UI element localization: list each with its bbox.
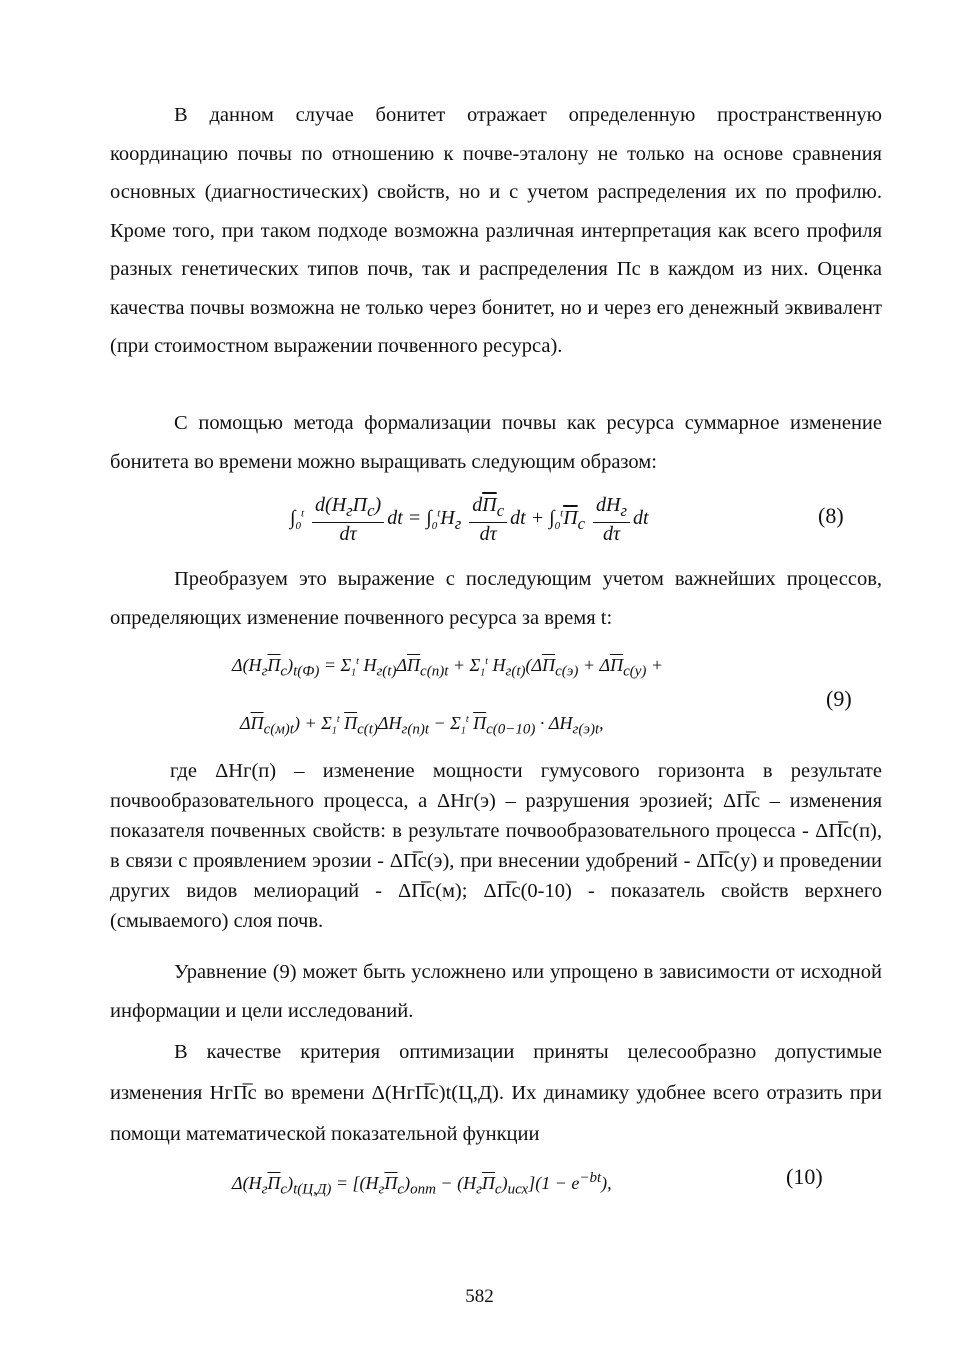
- equation-8-number: (8): [818, 503, 844, 528]
- paragraph-2: С помощью метода формализации почвы как ресурса суммарное изменение бонитета во времени можно выращивать следующим образом:: [110, 412, 882, 473]
- paragraph-4: где ΔHг(п) – изменение мощности гумусового горизонта в результате почвообразовательного процесса, а ΔHг(э) – разрушения эрозией; ΔП̅с – изменения показателя почвенных свойств: в результате почвообразовательного процесса - ΔП̅с(п), в связи с проявлением эрозии - ΔП̅с(э), при внесении удобрений - ΔП̅с(у) и проведении других видов мелиораций - ΔП̅с(м); ΔП̅с(0-10) - показатель свойств верхнего (смываемого) слоя почв.: [110, 760, 882, 932]
- equation-10: $\Delta(H_гП_с)_{t(Ц,Д)} = [(H_гП_с)_{опт} - (H_гП_с)_{исх}](1 - e^{-bt})$,: [232, 1170, 612, 1198]
- equation-10-number: (10): [786, 1164, 823, 1189]
- equation-9-number: (9): [826, 686, 852, 711]
- paragraph-6: В качестве критерия оптимизации приняты целесообразно допустимые изменения HгП̅с во времени Δ(HгП̅с)t(Ц,Д). Их динамику удобнее всего отразить при помощи математической показательной функции: [110, 1041, 882, 1145]
- paragraph-1: В данном случае бонитет отражает определенную пространственную координацию почвы по отношению к почве-эталону не только на основе сравнения основных (диагностических) свойств, но и с учетом распределения их по профилю. Кроме того, при таком подходе возможна различная интерпретация как всего профиля разных генетических типов почв, так и распределения Пс в каждом из них. Оценка качества почвы возможна не только через бонитет, но и через его денежный эквивалент (при стоимостном выражении почвенного ресурса).: [110, 104, 882, 357]
- equation-9-line-1: $\Delta(H_гП_с)_{t(Ф)} = \Sigma_1^t$ $H_{г(t)}\Delta П_{с(п)t} + \Sigma_1^t$ $H_{г(t)}(\Delta П_{с(э)} + \Delta П_{с(у)}$ +: [232, 655, 664, 680]
- page-number: 582: [465, 1286, 494, 1307]
- equation-8: $\int_0^t$ $\frac{d(H_гП_с)}{d\tau}$ dt = $\int_0^tH_г$ $\frac{dП_с}{d\tau}$ dt + $\int_0^tП_с$ $\frac{dH_г}{d\tau}$ dt: [290, 494, 649, 545]
- paragraph-3: Преобразуем это выражение с последующим учетом важнейших процессов, определяющих изменение почвенного ресурса за время t:: [110, 568, 882, 629]
- equation-9-line-2: $\Delta П_{с(м)t}) + \Sigma_1^t$ $П_{с(t)}\Delta H_{г(п)t} - \Sigma_1^t$ $П_{с(0-10)} \cdot \Delta H_{г(э)t}$,: [240, 713, 604, 738]
- paragraph-5: Уравнение (9) может быть усложнено или упрощено в зависимости от исходной информации и цели исследований.: [110, 961, 882, 1022]
